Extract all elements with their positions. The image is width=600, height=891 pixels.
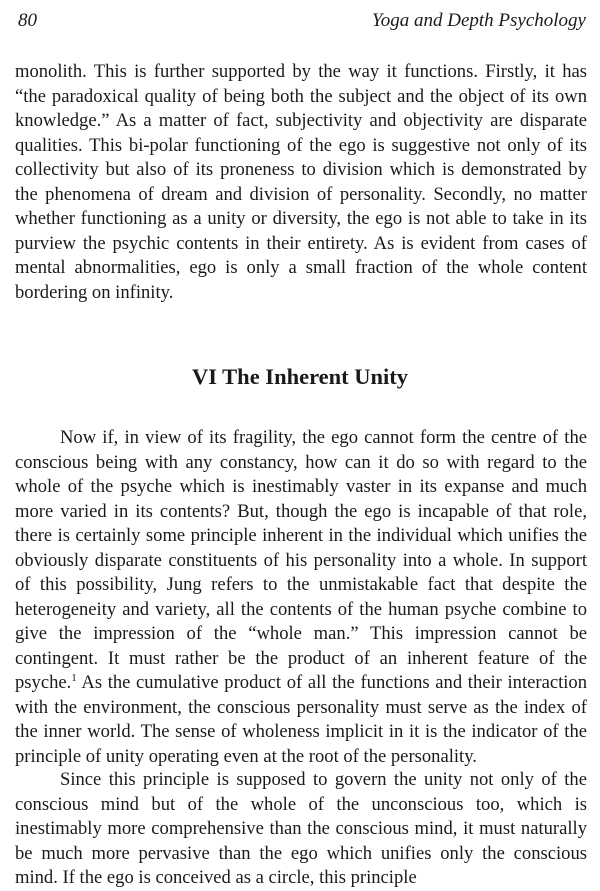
paragraph-fragility-part2: As the cumulative product of all the functions and their interaction with the environment, the conscious personality must serve as the index of the inner world. The sense of wholeness implicit in it is the indicator of the principle of unity operating even at the root of the personality. bbox=[15, 672, 587, 767]
running-title: Yoga and Depth Psychology bbox=[371, 10, 586, 31]
section-heading: VI The Inherent Unity bbox=[191, 364, 409, 389]
page-number: 80 bbox=[18, 10, 37, 31]
paragraph-fragility bbox=[15, 426, 587, 769]
page-header bbox=[18, 10, 586, 38]
paragraph-monolith: monolith. This is further supported by the way it functions. Firstly, it has “the paradoxical quality of being both the subject and the object of its own knowledge.” As a matter of fact, subjectivity and objectivity are disparate qualities. This bi-polar functioning of the ego is suggestive not only of its collectivity but also of its proneness to division which is demonstrated by the phenomena of dream and division of personality. Secondly, no matter whether functioning as a unity or diversity, the ego is not able to take in its purview the psychic contents in their entirety. As is evident from cases of mental abnormalities, ego is only a small fraction of the whole content bordering on infinity. bbox=[15, 61, 587, 303]
footnote-reference[interactable]: 1 bbox=[71, 671, 77, 684]
paragraph-principle: Since this principle is supposed to govern the unity not only of the conscious mind but of the whole of the unconscious too, which is inestimably more comprehensive than the conscious mind, it must naturally be much more pervasive than the ego which unifies only the conscious mind. If the ego is conceived as a circle, this principle bbox=[15, 769, 587, 888]
paragraph-fragility-part1: Now if, in view of its fragility, the ego cannot form the centre of the conscious being with any constancy, how can it do so with regard to the whole of the psyche which is inestimably vaster in its expanse and much more varied in its contents? But, though the ego is incapable of that role, there is certainly some principle inherent in the individual which unifies the obviously disparate constituents of his personality into a whole. In support of this possibility, Jung refers to the unmistakable fact that despite the heterogeneity and variety, all the contents of the human psyche combine to give the impression of the “whole man.” This impression cannot be contingent. It must rather be the product of an inherent feature of the psyche. bbox=[15, 427, 587, 693]
